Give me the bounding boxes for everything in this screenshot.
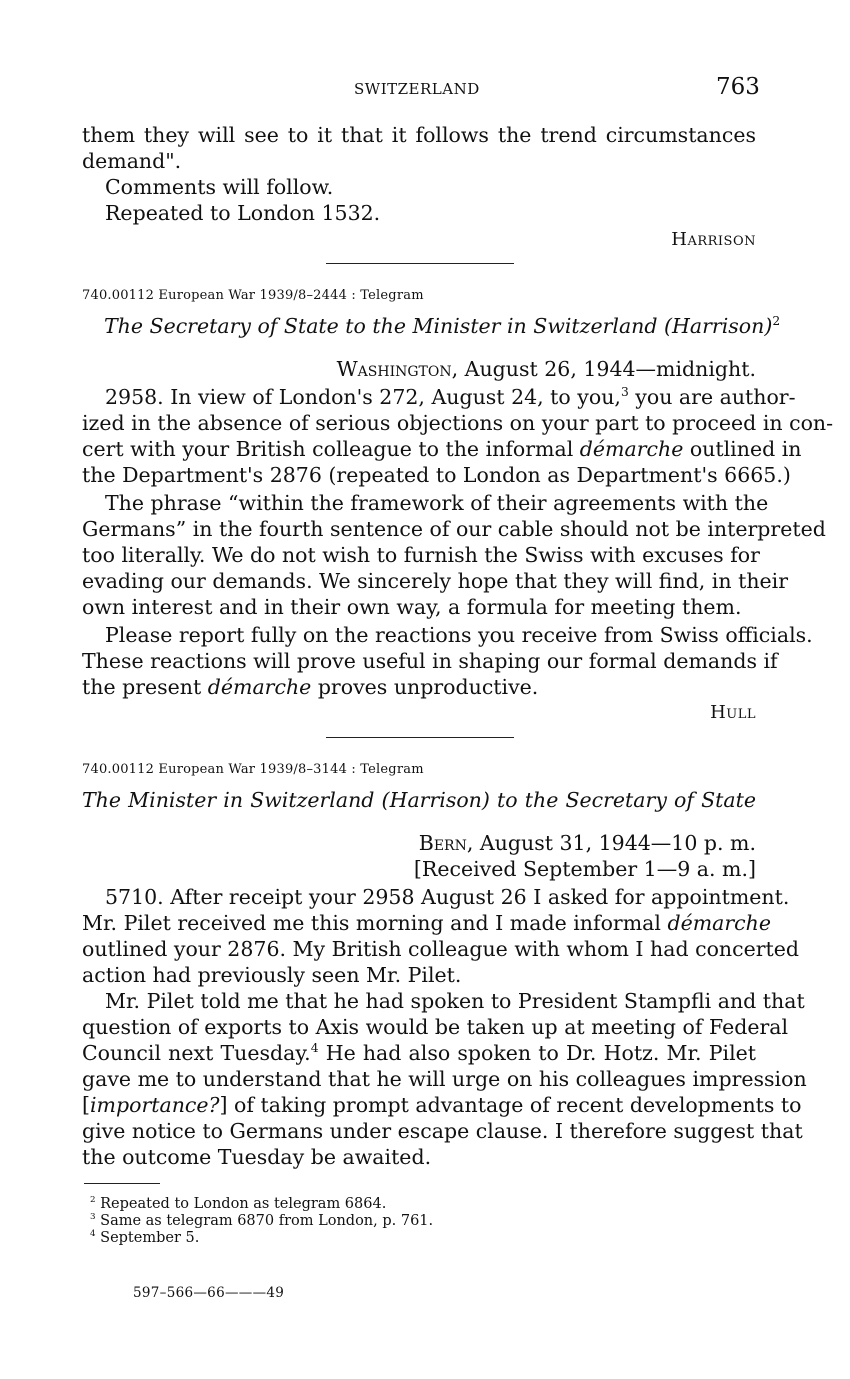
continuation-line: Comments will follow. [105,175,334,199]
paragraph-line: evading our demands. We sincerely hope that they will find, in their [82,569,789,593]
footnote-mark: 4 [90,1229,96,1240]
footnote-text: Same as telegram 6870 from London, p. 761. [100,1213,434,1229]
paragraph-line [82,1092,802,1118]
heading-text: The Secretary of State to the Minister in Switzerland ( [104,314,673,338]
signature-harrison: Harrison [671,229,756,250]
received-line: [Received September 1—9 a. m.] [413,857,756,881]
footnote [90,1196,386,1212]
paragraph-line: action had previously seen Mr. Pilet. [82,963,462,987]
paragraph-line [105,384,796,410]
footnote-ref: 3 [620,385,629,400]
text-run-italic: démarche [207,675,312,699]
running-header: SWITZERLAND [354,80,480,98]
continuation-line: them they will see to it that it follows the trend circumstances [82,123,756,147]
footnote [90,1230,199,1246]
text-run: outlined in [683,437,802,461]
footnote-text: September 5. [100,1230,200,1246]
document-reference: 740.00112 European War 1939/8–2444 : Telegram [82,288,424,303]
paragraph-line: own interest and in their own way, a formula for meeting them. [82,595,742,619]
paragraph-line: Please report fully on the reactions you receive from Swiss officials. [105,623,813,647]
text-run: you are author- [628,385,796,409]
document-heading [104,313,780,339]
document-heading [82,787,756,813]
paragraph-line: the Department's 2876 (repeated to London as Department's 6665.) [82,463,791,487]
heading-text: ) [764,314,773,338]
continuation-line: Repeated to London 1532. [105,201,381,225]
signature-hull: Hull [710,702,756,723]
footnote [90,1213,433,1229]
heading-text: ) to the Secretary of State [481,788,756,812]
paragraph-line: Germans” in the fourth sentence of our cable should not be interpreted [82,517,826,541]
text-run: ] [219,1093,228,1117]
paragraph-line [82,436,802,462]
paragraph-line: question of exports to Axis would be taken up at meeting of Federal [82,1015,789,1039]
text-run: of taking prompt advantage of recent developments to [227,1093,802,1117]
heading-name: Harrison [672,314,765,338]
footnote-rule [84,1183,160,1184]
footnote-text: Repeated to London as telegram 6864. [100,1196,387,1212]
text-run-italic: démarche [667,911,771,935]
page-number: 763 [716,74,760,100]
continuation-line: demand". [82,149,182,173]
paragraph-line: outlined your 2876. My British colleague with whom I had concerted [82,937,800,961]
paragraph-line [82,910,771,936]
dateline-date: , August 31, 1944—10 p. m. [466,831,756,855]
paragraph-line: too literally. We do not wish to furnish the Swiss with excuses for [82,543,760,567]
text-run-italic: démarche [579,437,684,461]
text-run: the present [82,675,208,699]
dateline [419,830,756,856]
heading-text: The Minister in Switzerland ( [82,788,390,812]
dateline-place: Bern [418,831,467,855]
text-run: cert with your British colleague to the informal [82,437,580,461]
paragraph-line: ized in the absence of serious objections on your part to proceed in con- [82,411,834,435]
text-run: 2958. In view of London's 272, August 24, to you, [105,385,621,409]
text-run: Council next Tuesday. [82,1041,311,1065]
paragraph-line: give notice to Germans under escape clause. I therefore suggest that [82,1119,803,1143]
paragraph-line: the outcome Tuesday be awaited. [82,1145,432,1169]
footnote-mark: 2 [90,1195,96,1206]
document-reference: 740.00112 European War 1939/8–3144 : Telegram [82,762,424,777]
text-run: He had also spoken to Dr. Hotz. Mr. Pilet [318,1041,756,1065]
paragraph-line [82,1040,756,1066]
text-run: [ [82,1093,90,1117]
heading-name: Harrison [389,788,482,812]
paragraph-line [82,674,538,700]
text-run-italic: importance? [90,1093,220,1117]
footnote-ref: 4 [310,1041,319,1056]
paragraph-line: Mr. Pilet told me that he had spoken to President Stampfli and that [105,989,805,1013]
dateline-date: , August 26, 1944—midnight. [451,357,756,381]
section-divider [326,737,514,738]
dateline-place: Washington [336,357,452,381]
paragraph-line: gave me to understand that he will urge on his colleagues impression [82,1067,807,1091]
footnote-mark: 3 [90,1212,96,1223]
printing-code: 597–566—66———49 [133,1285,285,1301]
paragraph-line: These reactions will prove useful in shaping our formal demands if [82,649,778,673]
paragraph-line: The phrase “within the framework of their agreements with the [105,491,769,515]
footnote-ref: 2 [772,314,781,329]
dateline [337,356,756,382]
text-run: Mr. Pilet received me this morning and I made informal [82,911,668,935]
section-divider [326,263,514,264]
paragraph-line: 5710. After receipt your 2958 August 26 I asked for appointment. [105,885,790,909]
text-run: proves unproductive. [311,675,539,699]
